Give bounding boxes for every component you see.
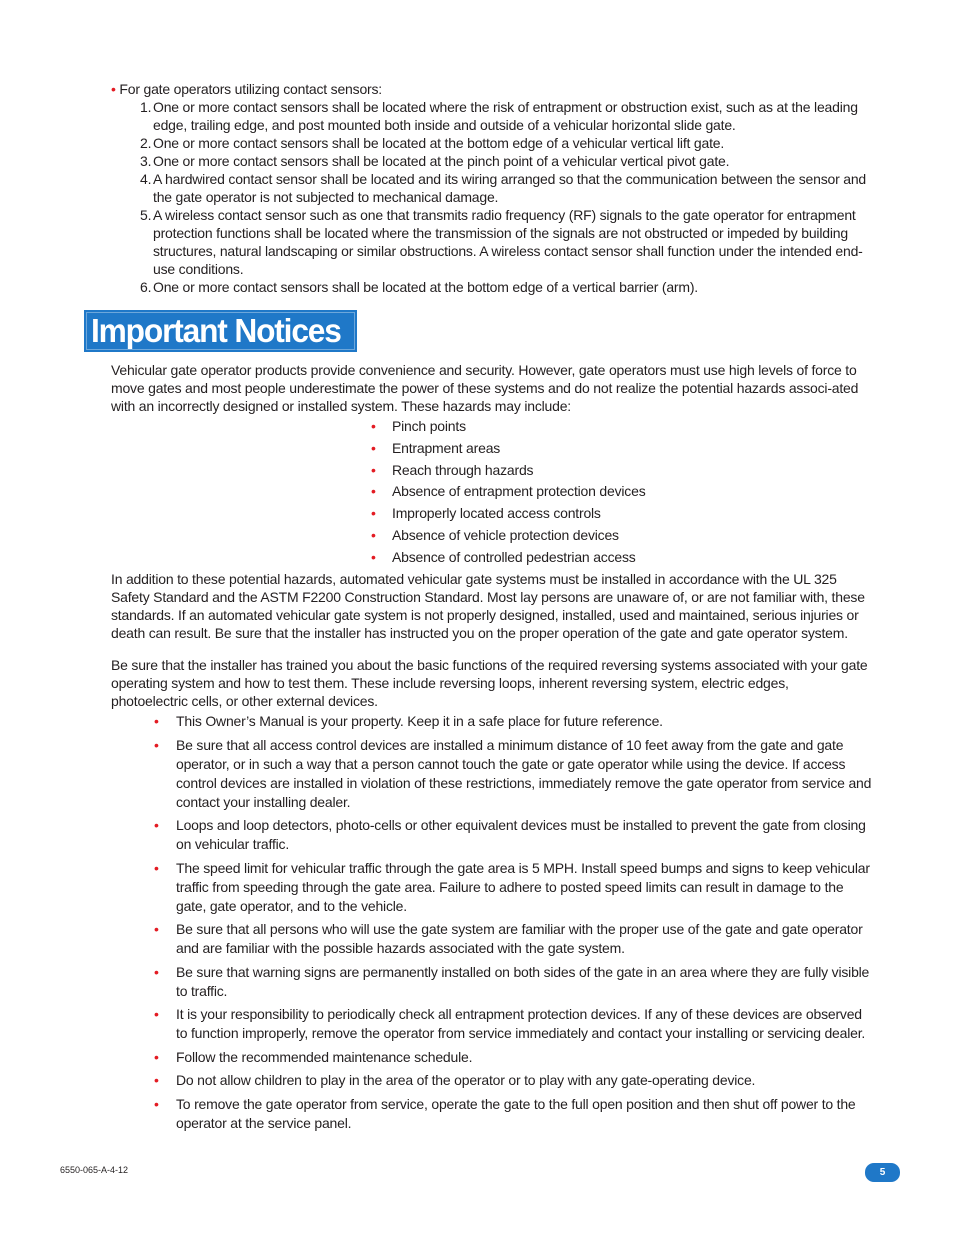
contact-sensor-list bbox=[136, 98, 876, 296]
contact-sensors-intro bbox=[111, 80, 871, 98]
notice-text: The speed limit for vehicular traffic through the gate area is 5 MPH. Install speed bumps and signs to keep vehicular traffic from speeding through the gate area. Failure to adhere to posted speed limits can result in damage to the gate, gate operator, and to the vehicle. bbox=[176, 859, 870, 914]
bullet-icon: • bbox=[154, 736, 159, 753]
list-item bbox=[152, 736, 872, 812]
standards-paragraph: In addition to these potential hazards, automated vehicular gate systems must be installed in accordance with the UL 325 Safety Standard and the ASTM F2200 Construction Standard. Most lay persons are unaware of, or are not familiar with, these standards. If an automated vehicular gate system is not properly designed, installed, used and maintained, serious injuries or death can result. Be sure that the installer has instructed you on the proper operation of the gate and gate operator system. bbox=[111, 571, 865, 641]
notice-text: Loops and loop detectors, photo-cells or other equivalent devices must be installed to prevent the gate from closing on vehicular traffic. bbox=[176, 817, 866, 852]
list-item bbox=[152, 712, 872, 731]
hazard-text: Pinch points bbox=[392, 418, 466, 434]
list-item bbox=[152, 816, 872, 854]
list-item bbox=[136, 278, 876, 296]
training-paragraph: Be sure that the installer has trained you about the basic functions of the required reversing systems associated with your gate operating system and how to test them. These include reversing loops, inherent reversing system, electric edges, photoelectric cells, or other external devices. bbox=[111, 657, 868, 709]
bullet-icon: • bbox=[154, 817, 159, 833]
list-item bbox=[369, 481, 769, 503]
section-title: Important Notices bbox=[91, 312, 341, 349]
list-item bbox=[152, 920, 872, 958]
item-text: One or more contact sensors shall be located where the risk of entrapment or obstruction exist, such as at the leading edge, trailing edge, and post mounted both inside and outside of a vehicular horizontal slide gate. bbox=[153, 99, 858, 133]
hazard-text: Absence of vehicle protection devices bbox=[392, 526, 619, 543]
list-item bbox=[152, 1005, 872, 1043]
bullet-icon: • bbox=[154, 1095, 159, 1112]
bullet-icon: • bbox=[371, 461, 376, 478]
hazard-text: Reach through hazards bbox=[392, 461, 534, 478]
bullet-icon: • bbox=[371, 548, 376, 565]
list-item bbox=[136, 206, 876, 278]
item-text: A wireless contact sensor such as one that transmits radio frequency (RF) signals to the gate operator for entrapment protection functions shall be located where the transmission of the signals are not obstructed or impeded by building structures, natural landscaping or similar obstructions. A wireless contact sensor shall function under the intended end-use conditions. bbox=[153, 207, 863, 277]
notice-text: Be sure that warning signs are permanently installed on both sides of the gate in an area where they are fully visible to traffic. bbox=[176, 963, 870, 999]
notice-text: To remove the gate operator from service, operate the gate to the full open position and then shut off power to the operator at the service panel. bbox=[176, 1095, 856, 1131]
item-number: 2. bbox=[140, 135, 152, 151]
hazard-text: Absence of controlled pedestrian access bbox=[392, 548, 636, 565]
bullet-icon: • bbox=[371, 483, 376, 500]
item-text: One or more contact sensors shall be located at the pinch point of a vehicular vertical pivot gate. bbox=[153, 153, 730, 169]
item-text: One or more contact sensors shall be located at the bottom edge of a vehicular vertical lift gate. bbox=[153, 135, 725, 151]
list-item bbox=[369, 503, 769, 525]
list-item bbox=[136, 170, 876, 206]
list-item bbox=[136, 152, 876, 170]
item-number: 6. bbox=[140, 279, 152, 295]
bullet-icon: • bbox=[111, 81, 116, 97]
notice-text: Be sure that all access control devices are installed a minimum distance of 10 feet away from the gate and gate operator, or in such a way that a person cannot touch the gate or gate operator while using the device. If access control devices are installed in violation of these restrictions, immediately remove the gate operator from service and contact your installing dealer. bbox=[176, 736, 872, 810]
hazard-text: Absence of entrapment protection devices bbox=[392, 483, 646, 500]
hazard-text: Improperly located access controls bbox=[392, 505, 601, 522]
bullet-icon: • bbox=[154, 713, 159, 729]
notice-list bbox=[152, 712, 872, 1137]
intro-text: For gate operators utilizing contact sensors: bbox=[119, 81, 382, 97]
bullet-icon: • bbox=[371, 439, 376, 456]
bullet-icon: • bbox=[371, 418, 376, 434]
item-number: 4. bbox=[140, 171, 152, 187]
notice-text: Do not allow children to play in the area of the operator or to play with any gate-operating device. bbox=[176, 1072, 756, 1088]
notice-text: It is your responsibility to periodically check all entrapment protection devices. If any of these devices are observed to function improperly, remove the operator from service immediately and contact your installing or servicing dealer. bbox=[176, 1006, 866, 1041]
item-text: One or more contact sensors shall be located at the bottom edge of a vertical barrier (arm). bbox=[153, 279, 698, 295]
list-item bbox=[152, 963, 872, 1001]
list-item bbox=[152, 1048, 872, 1067]
bullet-icon: • bbox=[154, 921, 159, 937]
list-item bbox=[152, 859, 872, 916]
list-item bbox=[152, 1095, 872, 1133]
item-number: 3. bbox=[140, 153, 152, 169]
item-number: 5. bbox=[140, 207, 152, 223]
bullet-icon: • bbox=[154, 859, 159, 876]
list-item bbox=[136, 98, 876, 134]
list-item bbox=[369, 416, 769, 438]
notice-text: Follow the recommended maintenance schedule. bbox=[176, 1048, 473, 1065]
list-item bbox=[369, 547, 769, 569]
list-item bbox=[369, 438, 769, 460]
page-number-badge: 5 bbox=[865, 1163, 900, 1182]
item-number: 1. bbox=[140, 99, 152, 115]
bullet-icon: • bbox=[154, 1048, 159, 1065]
bullet-icon: • bbox=[154, 1006, 159, 1022]
section-banner bbox=[84, 310, 357, 352]
notice-text: This Owner’s Manual is your property. Keep it in a safe place for future reference. bbox=[176, 713, 663, 729]
hazard-text: Entrapment areas bbox=[392, 439, 501, 456]
intro-paragraph: Vehicular gate operator products provide convenience and security. However, gate operators must use high levels of force to move gates and most people underestimate the power of these systems and do not realize the potential hazards associ-ated with an incorrectly designed or installed system. These hazards may include: bbox=[111, 362, 859, 414]
list-item bbox=[369, 525, 769, 547]
list-item bbox=[369, 460, 769, 482]
bullet-icon: • bbox=[371, 505, 376, 522]
hazard-list bbox=[369, 416, 769, 569]
item-text: A hardwired contact sensor shall be located and its wiring arranged so that the communication between the sensor and the gate operator is not subjected to mechanical damage. bbox=[153, 171, 867, 205]
bullet-icon: • bbox=[154, 1072, 159, 1088]
list-item bbox=[152, 1071, 872, 1090]
list-item bbox=[136, 134, 876, 152]
document-code: 6550-065-A-4-12 bbox=[60, 1165, 129, 1175]
bullet-icon: • bbox=[154, 963, 159, 980]
bullet-icon: • bbox=[371, 526, 376, 543]
notice-text: Be sure that all persons who will use the gate system are familiar with the proper use of the gate and gate operator and are familiar with the possible hazards associated with the gate system. bbox=[176, 921, 863, 956]
